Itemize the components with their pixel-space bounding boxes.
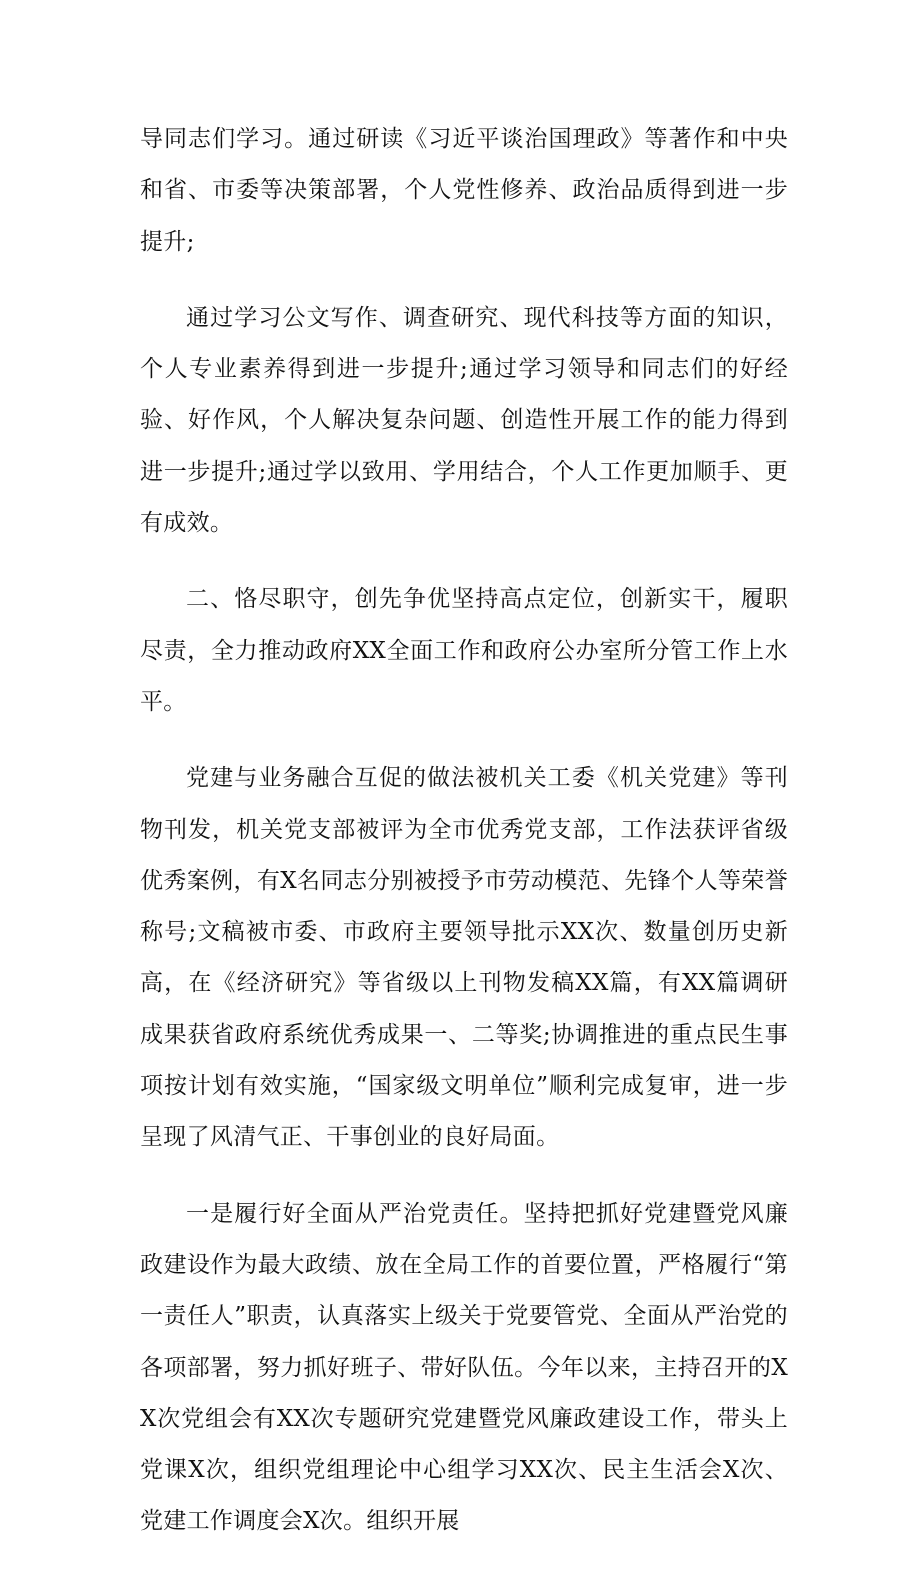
- document-body: [140, 114, 788, 1573]
- paragraph-professional-growth: 通过学习公文写作、调查研究、现代科技等方面的知识，个人专业素养得到进一步提升;通过学习领导和同志们的好经验、好作风，个人解决复杂问题、创造性开展工作的能力得到进一步提升;通过学以致用、学用结合，个人工作更加顺手、更有成效。: [140, 304, 788, 537]
- paragraph-study-continuation: 导同志们学习。通过研读《习近平谈治国理政》等著作和中央和省、市委等决策部署，个人党性修养、政治品质得到进一步提升;: [140, 126, 788, 255]
- paragraph-section-two-heading: 二、恪尽职守，创先争优坚持高点定位，创新实干，履职尽责，全力推动政府XX全面工作和政府公办室所分管工作上水平。: [140, 586, 788, 715]
- paragraph-achievements: 党建与业务融合互促的做法被机关工委《机关党建》等刊物刊发，机关党支部被评为全市优秀党支部，工作法获评省级优秀案例，有X名同志分别被授予市劳动模范、先锋个人等荣誉称号;文稿被市委、市政府主要领导批示XX次、数量创历史新高，在《经济研究》等省级以上刊物发稿XX篇，有XX篇调研成果获省政府系统优秀成果一、二等奖;协调推进的重点民生事项按计划有效实施，“国家级文明单位”顺利完成复审，进一步呈现了风清气正、干事创业的良好局面。: [140, 765, 788, 1151]
- paragraph-party-responsibility: 一是履行好全面从严治党责任。坚持把抓好党建暨党风廉政建设作为最大政绩、放在全局工作的首要位置，严格履行“第一责任人”职责，认真落实上级关于党要管党、全面从严治党的各项部署，努力抓好班子、带好队伍。今年以来，主持召开的XX次党组会有XX次专题研究党建暨党风廉政建设工作，带头上党课X次，组织党组理论中心组学习XX次、民主生活会X次、党建工作调度会X次。组织开展: [140, 1200, 788, 1535]
